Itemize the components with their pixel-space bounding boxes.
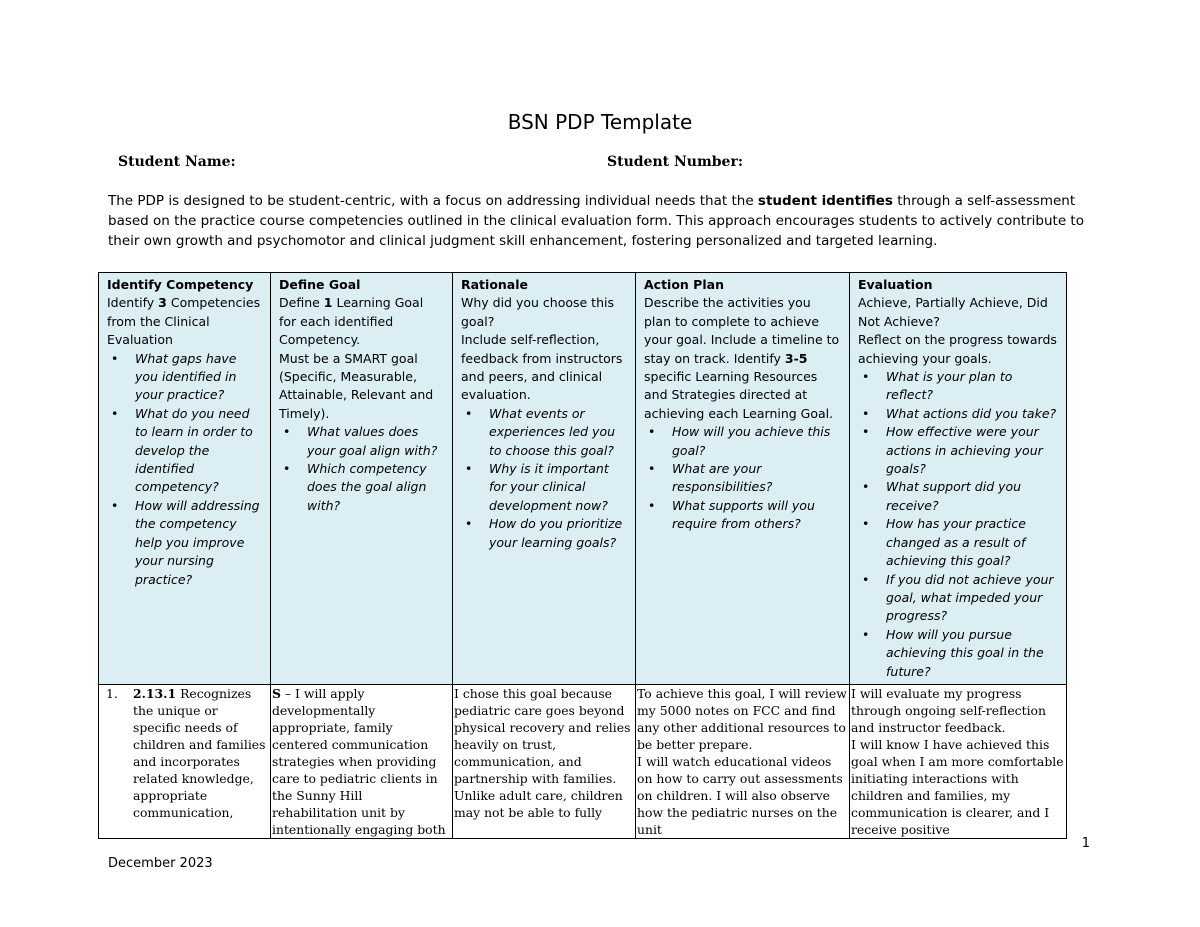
page-title: BSN PDP Template xyxy=(507,110,693,134)
column-header: Define Goal xyxy=(279,277,361,292)
column-header: Rationale xyxy=(461,277,529,292)
header-cell-define-goal xyxy=(271,273,453,685)
list-item: • What gaps have you identified in your practice? xyxy=(135,350,262,405)
list-item: • How will addressing the competency help you improve your nursing practice? xyxy=(135,497,262,589)
cell-action-plan: To achieve this goal, I will review my 5000 notes on FCC and find any other additional resources to be better prepare. I will watch educational videos on how to carry out assessments on children. I will also observe how the pediatric nurses on the unit xyxy=(636,684,850,838)
column-description: Achieve, Partially Achieve, Did Not Achieve? Reflect on the progress towards achieving your goals. xyxy=(858,295,1057,366)
cell-rationale: I chose this goal because pediatric care goes beyond physical recovery and relies heavily on trust, communication, and partnership with families. Unlike adult care, children may not be able to fully xyxy=(453,684,636,838)
list-item: • If you did not achieve your goal, what impeded your progress? xyxy=(886,571,1058,626)
list-item: • What do you need to learn in order to develop the identified competency? xyxy=(135,405,262,497)
footer-date: December 2023 xyxy=(108,856,213,871)
list-item: • What support did you receive? xyxy=(886,478,1058,515)
prompt-list xyxy=(279,423,444,515)
list-item: • Which competency does the goal align with? xyxy=(307,460,444,515)
column-header: Evaluation xyxy=(858,277,933,292)
row-number: 1. xyxy=(106,685,118,701)
header-cell-rationale xyxy=(453,273,636,685)
list-item: • What values does your goal align with? xyxy=(307,423,444,460)
header-cell-identify-competency xyxy=(99,273,271,685)
list-item: • What are your responsibilities? xyxy=(672,460,841,497)
list-item: • What events or experiences led you to choose this goal? xyxy=(489,405,627,460)
prompt-list xyxy=(461,405,627,552)
prompt-list xyxy=(107,350,262,589)
list-item: • How will you pursue achieving this goal in the future? xyxy=(886,626,1058,681)
column-description: Identify 3 Competencies from the Clinical Evaluation xyxy=(107,295,261,348)
header-cell-evaluation xyxy=(850,273,1067,685)
cell-evaluation: I will evaluate my progress through ongoing self-reflection and instructor feedback. I will know I have achieved this goal when I am more comfortable initiating interactions with children and families, my communication is clearer, and I receive positive xyxy=(850,684,1067,838)
list-item: • How do you prioritize your learning goals? xyxy=(489,515,627,552)
cell-goal: S – I will apply developmentally appropriate, family centered communication strategies when providing care to pediatric clients in the Sunny Hill rehabilitation unit by intentionally engaging both xyxy=(271,684,453,838)
cell-competency: 1. 2.13.1 Recognizes the unique or specific needs of children and families and incorporates related knowledge, appropriate communication, xyxy=(99,684,271,838)
list-item: • Why is it important for your clinical development now? xyxy=(489,460,627,515)
intro-paragraph: The PDP is designed to be student-centric, with a focus on addressing individual needs that the student identifies through a self-assessment based on the practice course competencies outlined in the clinical evaluation form. This approach encourages students to actively contribute to their own growth and psychomotor and clinical judgment skill enhancement, fostering personalized and targeted learning. xyxy=(108,193,1084,249)
column-header: Identify Competency xyxy=(107,277,254,292)
page-number: 1 xyxy=(1081,836,1090,851)
list-item: • How will you achieve this goal? xyxy=(672,423,841,460)
prompt-list xyxy=(858,368,1058,681)
column-description: Describe the activities you plan to complete to achieve your goal. Include a timeline to stay on track. Identify 3-5 specific Learning Resources and Strategies directed at achieving each Learning Goal. xyxy=(644,295,840,421)
list-item: • What is your plan to reflect? xyxy=(886,368,1058,405)
column-header: Action Plan xyxy=(644,277,724,292)
prompt-list xyxy=(644,423,841,533)
student-number-label: Student Number: xyxy=(607,154,744,170)
list-item: • How effective were your actions in achieving your goals? xyxy=(886,423,1058,478)
table-row xyxy=(99,684,1067,838)
column-description: Why did you choose this goal? Include self-reflection, feedback from instructors and peers, and clinical evaluation. xyxy=(461,295,623,403)
list-item: • What supports will you require from others? xyxy=(672,497,841,534)
header-cell-action-plan xyxy=(636,273,850,685)
list-item: • What actions did you take? xyxy=(886,405,1058,423)
column-description: Define 1 Learning Goal for each identified Competency. Must be a SMART goal (Specific, Measurable, Attainable, Relevant and Timely). xyxy=(279,295,434,421)
pdp-table xyxy=(98,272,1067,839)
list-item: • How has your practice changed as a result of achieving this goal? xyxy=(886,515,1058,570)
header-row xyxy=(99,273,1067,685)
student-name-label: Student Name: xyxy=(118,154,236,170)
